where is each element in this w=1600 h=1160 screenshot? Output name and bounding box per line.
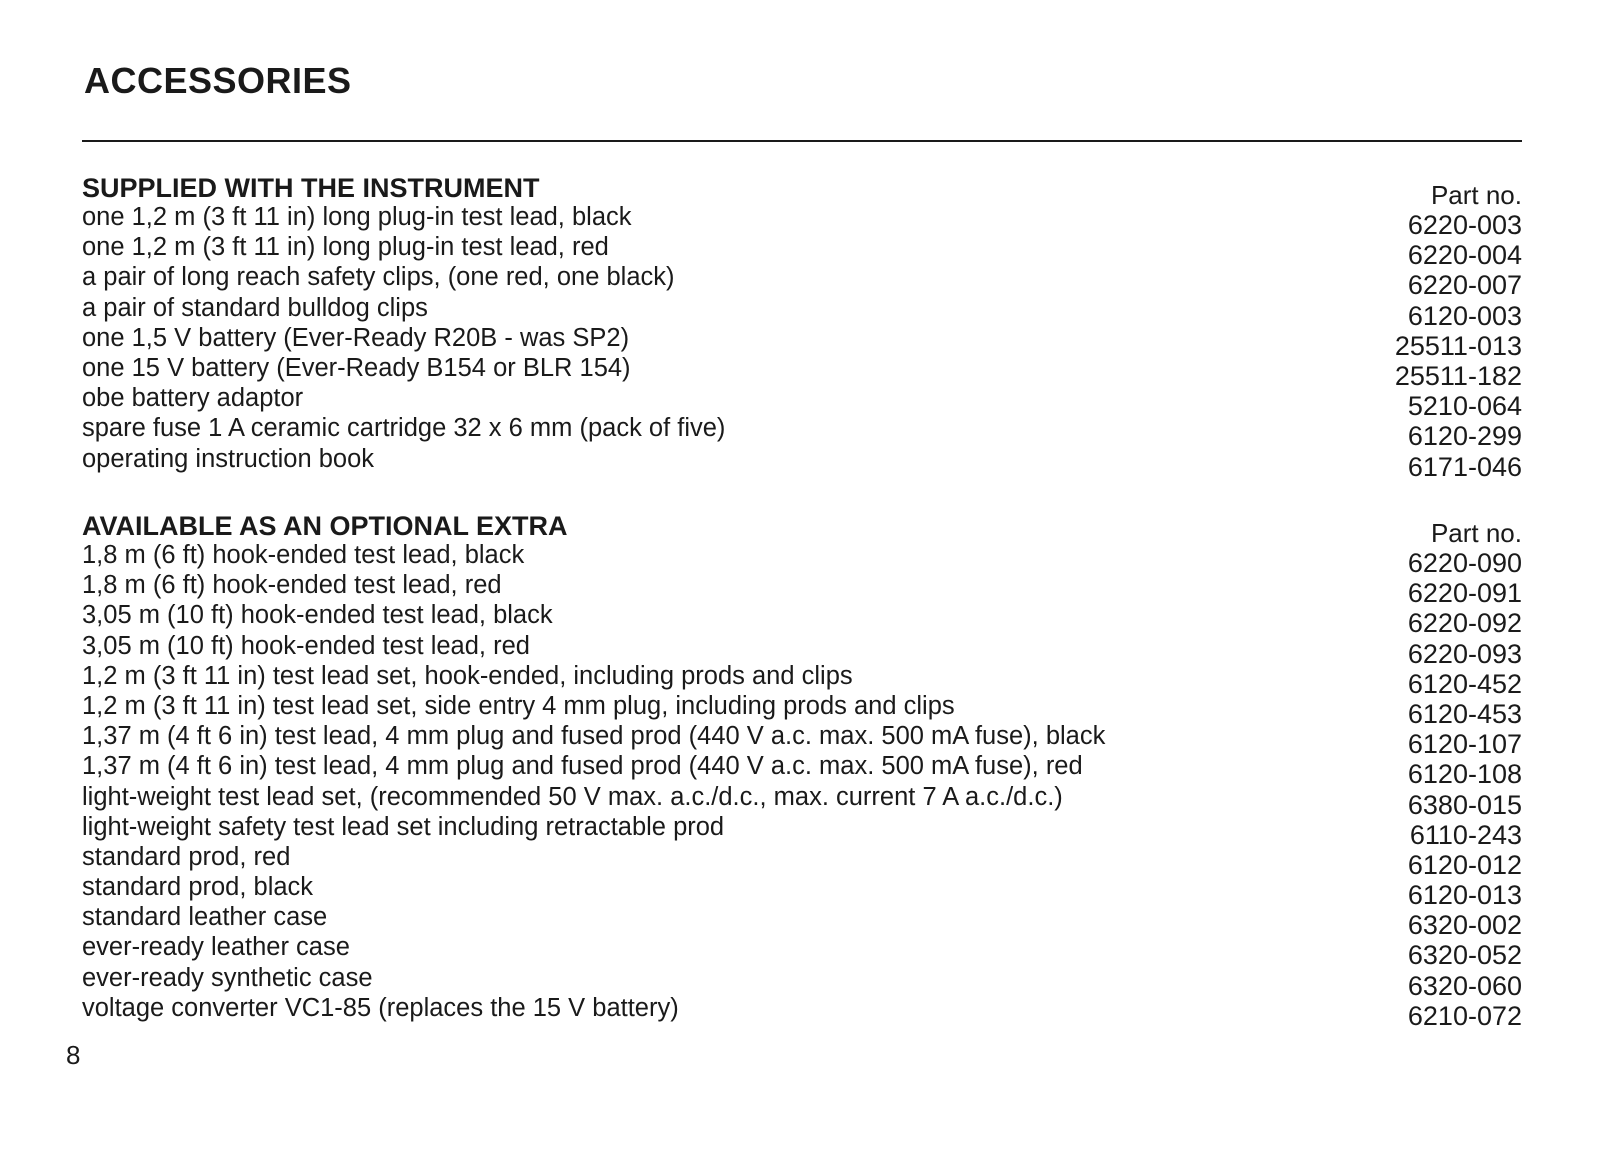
optional-heading: AVAILABLE AS AN OPTIONAL EXTRA <box>82 511 568 541</box>
accessory-row <box>82 932 1522 971</box>
accessory-description: 3,05 m (10 ft) hook-ended test lead, black <box>82 601 553 630</box>
accessory-description: one 1,2 m (3 ft 11 in) long plug-in test lead, black <box>82 203 632 231</box>
accessory-description: 1,2 m (3 ft 11 in) test lead set, hook-ended, including prods and clips <box>82 661 853 690</box>
part-number: 6120-012 <box>1407 849 1522 880</box>
accessory-description: a pair of standard bulldog clips <box>82 293 428 322</box>
accessory-description: 1,2 m (3 ft 11 in) test lead set, side entry 4 mm plug, including prods and clips <box>82 691 955 720</box>
part-number: 6320-002 <box>1407 910 1522 941</box>
part-number: 25511-013 <box>1394 330 1522 361</box>
part-number: 6171-046 <box>1407 451 1522 482</box>
part-number: 6120-107 <box>1407 729 1522 760</box>
accessory-row <box>82 600 1522 639</box>
accessory-row <box>82 444 1522 482</box>
accessory-description: one 15 V battery (Ever-Ready B154 or BLR 154) <box>82 353 631 382</box>
accessory-row <box>82 383 1522 422</box>
accessory-description: 1,8 m (6 ft) hook-ended test lead, black <box>82 541 525 569</box>
part-number: 6320-052 <box>1407 940 1522 971</box>
accessory-description: light-weight safety test lead set including retractable prod <box>82 812 725 841</box>
accessory-row <box>82 202 1522 240</box>
accessory-description: obe battery adaptor <box>82 384 304 413</box>
page-number: 8 <box>66 1040 81 1070</box>
accessory-row <box>82 993 1522 1031</box>
part-number: 6120-013 <box>1407 880 1522 911</box>
accessory-row <box>82 751 1522 790</box>
part-number: 6220-003 <box>1407 210 1522 240</box>
accessory-row <box>82 570 1522 609</box>
accessory-description: 1,37 m (4 ft 6 in) test lead, 4 mm plug and fused prod (440 V a.c. max. 500 mA fuse), red <box>82 752 1083 781</box>
accessory-row <box>82 661 1522 699</box>
header-rule <box>82 140 1522 142</box>
accessory-row <box>82 540 1522 578</box>
accessory-description: one 1,5 V battery (Ever-Ready R20B - was SP2) <box>82 323 630 352</box>
accessory-row <box>82 353 1522 391</box>
accessory-description: ever-ready leather case <box>82 933 350 962</box>
part-number: 6320-060 <box>1407 970 1522 1001</box>
accessory-row <box>82 413 1522 452</box>
page-title: ACCESSORIES <box>84 60 352 101</box>
accessory-description: standard leather case <box>82 903 328 932</box>
accessory-description: one 1,2 m (3 ft 11 in) long plug-in test lead, red <box>82 233 609 262</box>
part-number: 25511-182 <box>1394 360 1522 391</box>
accessory-row <box>82 721 1522 760</box>
accessory-row <box>82 293 1522 331</box>
accessory-row <box>82 812 1522 850</box>
part-number: 6220-091 <box>1407 578 1522 609</box>
part-number: 6110-243 <box>1409 819 1522 850</box>
part-number: 6120-299 <box>1407 421 1522 452</box>
accessory-description: standard prod, red <box>82 842 291 871</box>
supplied-item-list <box>82 202 1522 482</box>
part-number: 6120-452 <box>1407 668 1522 699</box>
optional-part-no-header: Part no. <box>1430 518 1522 548</box>
accessory-description: ever-ready synthetic case <box>82 963 373 992</box>
part-number: 6120-453 <box>1407 698 1522 729</box>
part-number: 6220-093 <box>1407 638 1522 669</box>
accessory-row <box>82 691 1522 729</box>
accessory-row <box>82 872 1522 911</box>
part-number: 6380-015 <box>1407 789 1522 820</box>
accessory-description: 1,37 m (4 ft 6 in) test lead, 4 mm plug and fused prod (440 V a.c. max. 500 mA fuse), black <box>82 722 1106 751</box>
supplied-part-no-header: Part no. <box>1430 180 1522 210</box>
accessory-row <box>82 631 1522 669</box>
part-number: 6220-092 <box>1407 608 1522 639</box>
part-number: 6210-072 <box>1407 1000 1522 1031</box>
accessory-row <box>82 232 1522 271</box>
accessory-description: operating instruction book <box>82 444 375 473</box>
accessory-row <box>82 782 1522 820</box>
accessory-row <box>82 323 1522 361</box>
part-number: 6120-003 <box>1407 300 1522 331</box>
accessory-row <box>82 842 1522 880</box>
accessory-description: standard prod, black <box>82 873 314 902</box>
accessory-description: a pair of long reach safety clips, (one red, one black) <box>82 263 675 292</box>
accessory-row <box>82 963 1522 1001</box>
accessory-description: 3,05 m (10 ft) hook-ended test lead, red <box>82 631 530 660</box>
part-number: 6220-090 <box>1407 548 1522 578</box>
supplied-heading: SUPPLIED WITH THE INSTRUMENT <box>82 173 540 203</box>
part-number: 5210-064 <box>1407 391 1522 422</box>
accessory-description: voltage converter VC1-85 (replaces the 15 V battery) <box>82 993 679 1022</box>
part-number: 6120-108 <box>1407 759 1522 790</box>
accessory-row <box>82 902 1522 941</box>
accessory-description: light-weight test lead set, (recommended 50 V max. a.c./d.c., max. current 7 A a.c./d.c.) <box>82 782 1063 811</box>
part-number: 6220-004 <box>1407 240 1522 271</box>
accessory-description: 1,8 m (6 ft) hook-ended test lead, red <box>82 571 502 600</box>
optional-item-list <box>82 540 1522 1031</box>
part-number: 6220-007 <box>1407 270 1522 301</box>
accessory-description: spare fuse 1 A ceramic cartridge 32 x 6 mm (pack of five) <box>82 414 726 443</box>
accessory-row <box>82 262 1522 301</box>
